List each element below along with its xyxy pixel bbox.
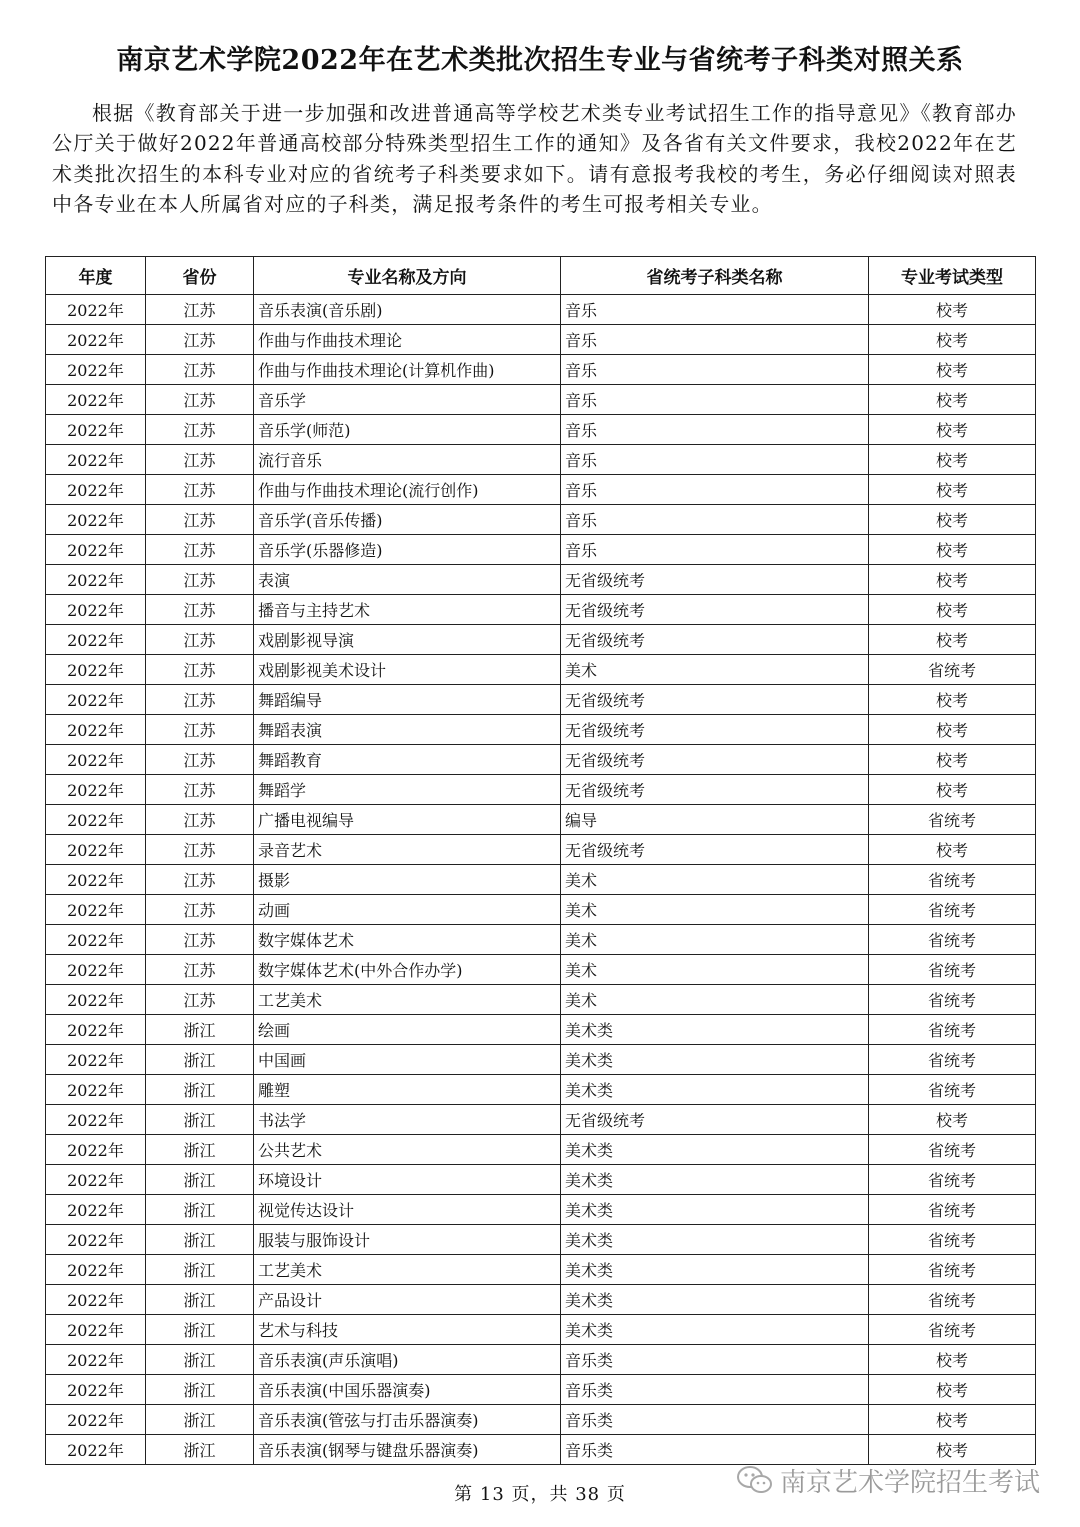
cell-major: 舞蹈学 — [254, 775, 561, 805]
table-row — [46, 1015, 1036, 1045]
cell-major: 作曲与作曲技术理论(计算机作曲) — [254, 355, 561, 385]
cell-year: 2022年 — [46, 835, 146, 865]
cell-major: 音乐表演(管弦与打击乐器演奏) — [254, 1405, 561, 1435]
cell-year: 2022年 — [46, 505, 146, 535]
cell-exam-type: 校考 — [869, 1405, 1036, 1435]
cell-province: 浙江 — [146, 1135, 254, 1165]
table-row — [46, 475, 1036, 505]
cell-province: 江苏 — [146, 805, 254, 835]
cell-exam-type: 省统考 — [869, 1285, 1036, 1315]
cell-year: 2022年 — [46, 955, 146, 985]
cell-subject-category: 音乐 — [561, 415, 869, 445]
cell-year: 2022年 — [46, 1165, 146, 1195]
cell-major: 音乐学(乐器修造) — [254, 535, 561, 565]
table-row — [46, 745, 1036, 775]
table-row — [46, 1375, 1036, 1405]
cell-year: 2022年 — [46, 295, 146, 325]
cell-subject-category: 音乐 — [561, 445, 869, 475]
cell-exam-type: 校考 — [869, 295, 1036, 325]
table-row — [46, 445, 1036, 475]
cell-year: 2022年 — [46, 655, 146, 685]
cell-province: 浙江 — [146, 1435, 254, 1465]
table-row — [46, 1285, 1036, 1315]
major-subject-table — [45, 256, 1036, 1465]
table-row — [46, 1135, 1036, 1165]
cell-province: 江苏 — [146, 865, 254, 895]
cell-exam-type: 校考 — [869, 625, 1036, 655]
cell-subject-category: 无省级统考 — [561, 775, 869, 805]
cell-subject-category: 无省级统考 — [561, 745, 869, 775]
cell-exam-type: 省统考 — [869, 1135, 1036, 1165]
cell-major: 戏剧影视导演 — [254, 625, 561, 655]
cell-province: 浙江 — [146, 1285, 254, 1315]
cell-year: 2022年 — [46, 925, 146, 955]
cell-province: 浙江 — [146, 1075, 254, 1105]
cell-subject-category: 美术类 — [561, 1165, 869, 1195]
table-row — [46, 325, 1036, 355]
cell-major: 艺术与科技 — [254, 1315, 561, 1345]
table-row — [46, 535, 1036, 565]
cell-major: 播音与主持艺术 — [254, 595, 561, 625]
cell-province: 浙江 — [146, 1315, 254, 1345]
cell-province: 浙江 — [146, 1165, 254, 1195]
cell-major: 表演 — [254, 565, 561, 595]
cell-subject-category: 音乐类 — [561, 1375, 869, 1405]
cell-exam-type: 省统考 — [869, 1165, 1036, 1195]
document-title: 南京艺术学院2022年在艺术类批次招生专业与省统考子科类对照关系 — [116, 45, 964, 76]
cell-province: 浙江 — [146, 1045, 254, 1075]
cell-year: 2022年 — [46, 1225, 146, 1255]
cell-major: 舞蹈表演 — [254, 715, 561, 745]
header-exam-type: 专业考试类型 — [869, 257, 1036, 295]
cell-subject-category: 美术 — [561, 985, 869, 1015]
cell-subject-category: 美术类 — [561, 1255, 869, 1285]
cell-major: 产品设计 — [254, 1285, 561, 1315]
cell-year: 2022年 — [46, 1375, 146, 1405]
cell-subject-category: 音乐 — [561, 505, 869, 535]
cell-subject-category: 音乐 — [561, 295, 869, 325]
cell-year: 2022年 — [46, 1105, 146, 1135]
cell-subject-category: 无省级统考 — [561, 1105, 869, 1135]
cell-subject-category: 无省级统考 — [561, 685, 869, 715]
cell-year: 2022年 — [46, 895, 146, 925]
cell-year: 2022年 — [46, 475, 146, 505]
cell-major: 雕塑 — [254, 1075, 561, 1105]
cell-exam-type: 省统考 — [869, 1225, 1036, 1255]
cell-year: 2022年 — [46, 985, 146, 1015]
cell-major: 工艺美术 — [254, 985, 561, 1015]
table-row — [46, 625, 1036, 655]
cell-year: 2022年 — [46, 865, 146, 895]
cell-subject-category: 美术 — [561, 925, 869, 955]
cell-subject-category: 美术 — [561, 865, 869, 895]
cell-major: 公共艺术 — [254, 1135, 561, 1165]
cell-province: 江苏 — [146, 565, 254, 595]
cell-province: 江苏 — [146, 385, 254, 415]
cell-province: 江苏 — [146, 625, 254, 655]
cell-year: 2022年 — [46, 1015, 146, 1045]
cell-exam-type: 校考 — [869, 415, 1036, 445]
cell-exam-type: 省统考 — [869, 1075, 1036, 1105]
header-year: 年度 — [46, 257, 146, 295]
page-number: 第 13 页，共 38 页 — [454, 1484, 626, 1505]
cell-major: 舞蹈教育 — [254, 745, 561, 775]
cell-major: 舞蹈编导 — [254, 685, 561, 715]
cell-year: 2022年 — [46, 595, 146, 625]
cell-province: 浙江 — [146, 1405, 254, 1435]
cell-province: 江苏 — [146, 835, 254, 865]
cell-subject-category: 美术类 — [561, 1315, 869, 1345]
cell-year: 2022年 — [46, 685, 146, 715]
table-row — [46, 295, 1036, 325]
cell-major: 数字媒体艺术 — [254, 925, 561, 955]
table-row — [46, 1165, 1036, 1195]
cell-province: 浙江 — [146, 1105, 254, 1135]
cell-year: 2022年 — [46, 415, 146, 445]
cell-year: 2022年 — [46, 1255, 146, 1285]
watermark-text: 南京艺术学院招生考试 — [780, 1467, 1041, 1498]
cell-year: 2022年 — [46, 535, 146, 565]
cell-exam-type: 校考 — [869, 445, 1036, 475]
cell-exam-type: 省统考 — [869, 955, 1036, 985]
table-row — [46, 835, 1036, 865]
cell-province: 江苏 — [146, 325, 254, 355]
cell-subject-category: 无省级统考 — [561, 715, 869, 745]
cell-year: 2022年 — [46, 1285, 146, 1315]
cell-major: 工艺美术 — [254, 1255, 561, 1285]
cell-major: 音乐表演(中国乐器演奏) — [254, 1375, 561, 1405]
cell-province: 浙江 — [146, 1375, 254, 1405]
cell-province: 江苏 — [146, 505, 254, 535]
wechat-icon — [736, 1464, 774, 1496]
cell-exam-type: 省统考 — [869, 1045, 1036, 1075]
cell-province: 江苏 — [146, 475, 254, 505]
table-row — [46, 865, 1036, 895]
cell-exam-type: 省统考 — [869, 1315, 1036, 1345]
header-major: 专业名称及方向 — [254, 257, 561, 295]
cell-major: 音乐学(师范) — [254, 415, 561, 445]
table-row — [46, 1075, 1036, 1105]
cell-exam-type: 校考 — [869, 685, 1036, 715]
cell-major: 音乐表演(钢琴与键盘乐器演奏) — [254, 1435, 561, 1465]
header-subject-category: 省统考子科类名称 — [561, 257, 869, 295]
cell-subject-category: 美术 — [561, 895, 869, 925]
cell-subject-category: 美术类 — [561, 1075, 869, 1105]
cell-subject-category: 音乐 — [561, 385, 869, 415]
cell-province: 浙江 — [146, 1195, 254, 1225]
cell-subject-category: 编导 — [561, 805, 869, 835]
cell-province: 江苏 — [146, 775, 254, 805]
cell-major: 环境设计 — [254, 1165, 561, 1195]
cell-major: 流行音乐 — [254, 445, 561, 475]
cell-subject-category: 音乐类 — [561, 1405, 869, 1435]
cell-year: 2022年 — [46, 1045, 146, 1075]
table-row — [46, 805, 1036, 835]
cell-exam-type: 省统考 — [869, 655, 1036, 685]
cell-province: 江苏 — [146, 595, 254, 625]
cell-province: 江苏 — [146, 535, 254, 565]
cell-exam-type: 校考 — [869, 715, 1036, 745]
table-row — [46, 1345, 1036, 1375]
cell-exam-type: 校考 — [869, 595, 1036, 625]
cell-major: 数字媒体艺术(中外合作办学) — [254, 955, 561, 985]
cell-subject-category: 音乐 — [561, 475, 869, 505]
table-row — [46, 1225, 1036, 1255]
cell-subject-category: 美术类 — [561, 1195, 869, 1225]
cell-exam-type: 校考 — [869, 385, 1036, 415]
table-row — [46, 655, 1036, 685]
table-row — [46, 1255, 1036, 1285]
cell-year: 2022年 — [46, 1075, 146, 1105]
table-row — [46, 895, 1036, 925]
cell-province: 江苏 — [146, 985, 254, 1015]
cell-province: 江苏 — [146, 895, 254, 925]
cell-subject-category: 美术类 — [561, 1015, 869, 1045]
table-row — [46, 775, 1036, 805]
cell-province: 江苏 — [146, 745, 254, 775]
cell-major: 音乐学(音乐传播) — [254, 505, 561, 535]
cell-year: 2022年 — [46, 1195, 146, 1225]
cell-major: 戏剧影视美术设计 — [254, 655, 561, 685]
cell-exam-type: 校考 — [869, 475, 1036, 505]
cell-exam-type: 校考 — [869, 355, 1036, 385]
table-row — [46, 685, 1036, 715]
header-province: 省份 — [146, 257, 254, 295]
cell-year: 2022年 — [46, 1315, 146, 1345]
cell-year: 2022年 — [46, 1345, 146, 1375]
table-row — [46, 505, 1036, 535]
table-row — [46, 595, 1036, 625]
cell-year: 2022年 — [46, 625, 146, 655]
table-row — [46, 1045, 1036, 1075]
table-row — [46, 1195, 1036, 1225]
table-row — [46, 565, 1036, 595]
cell-major: 摄影 — [254, 865, 561, 895]
cell-province: 江苏 — [146, 445, 254, 475]
cell-year: 2022年 — [46, 805, 146, 835]
cell-province: 浙江 — [146, 1225, 254, 1255]
cell-subject-category: 美术 — [561, 655, 869, 685]
cell-subject-category: 无省级统考 — [561, 835, 869, 865]
cell-year: 2022年 — [46, 445, 146, 475]
cell-exam-type: 校考 — [869, 835, 1036, 865]
cell-major: 视觉传达设计 — [254, 1195, 561, 1225]
cell-province: 江苏 — [146, 295, 254, 325]
cell-province: 江苏 — [146, 355, 254, 385]
cell-subject-category: 音乐 — [561, 535, 869, 565]
cell-year: 2022年 — [46, 355, 146, 385]
cell-subject-category: 无省级统考 — [561, 565, 869, 595]
table-row — [46, 925, 1036, 955]
cell-year: 2022年 — [46, 325, 146, 355]
cell-province: 江苏 — [146, 655, 254, 685]
cell-exam-type: 校考 — [869, 325, 1036, 355]
cell-subject-category: 音乐 — [561, 325, 869, 355]
cell-subject-category: 美术类 — [561, 1045, 869, 1075]
cell-province: 浙江 — [146, 1345, 254, 1375]
cell-major: 书法学 — [254, 1105, 561, 1135]
table-row — [46, 715, 1036, 745]
cell-exam-type: 省统考 — [869, 1195, 1036, 1225]
cell-subject-category: 美术类 — [561, 1285, 869, 1315]
cell-major: 中国画 — [254, 1045, 561, 1075]
cell-exam-type: 校考 — [869, 1105, 1036, 1135]
cell-year: 2022年 — [46, 565, 146, 595]
cell-major: 作曲与作曲技术理论(流行创作) — [254, 475, 561, 505]
cell-subject-category: 音乐类 — [561, 1435, 869, 1465]
table-row — [46, 355, 1036, 385]
cell-exam-type: 校考 — [869, 1345, 1036, 1375]
cell-exam-type: 校考 — [869, 745, 1036, 775]
cell-exam-type: 校考 — [869, 1435, 1036, 1465]
cell-year: 2022年 — [46, 1405, 146, 1435]
cell-major: 音乐学 — [254, 385, 561, 415]
cell-subject-category: 美术类 — [561, 1225, 869, 1255]
cell-province: 江苏 — [146, 955, 254, 985]
cell-exam-type: 省统考 — [869, 805, 1036, 835]
cell-major: 音乐表演(音乐剧) — [254, 295, 561, 325]
cell-exam-type: 省统考 — [869, 1255, 1036, 1285]
cell-exam-type: 省统考 — [869, 985, 1036, 1015]
cell-major: 录音艺术 — [254, 835, 561, 865]
table-row — [46, 1105, 1036, 1135]
cell-major: 作曲与作曲技术理论 — [254, 325, 561, 355]
cell-exam-type: 省统考 — [869, 1015, 1036, 1045]
cell-major: 服装与服饰设计 — [254, 1225, 561, 1255]
cell-province: 江苏 — [146, 685, 254, 715]
table-row — [46, 385, 1036, 415]
table-header-row — [46, 257, 1036, 295]
table-row — [46, 415, 1036, 445]
cell-year: 2022年 — [46, 1135, 146, 1165]
cell-exam-type: 校考 — [869, 1375, 1036, 1405]
cell-major: 广播电视编导 — [254, 805, 561, 835]
cell-major: 音乐表演(声乐演唱) — [254, 1345, 561, 1375]
cell-subject-category: 美术类 — [561, 1135, 869, 1165]
cell-year: 2022年 — [46, 775, 146, 805]
cell-exam-type: 校考 — [869, 505, 1036, 535]
watermark — [736, 1460, 1040, 1500]
cell-exam-type: 校考 — [869, 775, 1036, 805]
cell-exam-type: 省统考 — [869, 925, 1036, 955]
table-row — [46, 985, 1036, 1015]
table-row — [46, 1315, 1036, 1345]
cell-subject-category: 音乐类 — [561, 1345, 869, 1375]
cell-subject-category: 音乐 — [561, 355, 869, 385]
cell-exam-type: 省统考 — [869, 895, 1036, 925]
cell-province: 江苏 — [146, 715, 254, 745]
cell-province: 浙江 — [146, 1255, 254, 1285]
cell-province: 江苏 — [146, 415, 254, 445]
cell-year: 2022年 — [46, 745, 146, 775]
cell-subject-category: 无省级统考 — [561, 625, 869, 655]
cell-exam-type: 校考 — [869, 535, 1036, 565]
cell-subject-category: 美术 — [561, 955, 869, 985]
cell-province: 浙江 — [146, 1015, 254, 1045]
cell-subject-category: 无省级统考 — [561, 595, 869, 625]
cell-major: 绘画 — [254, 1015, 561, 1045]
cell-year: 2022年 — [46, 715, 146, 745]
table-row — [46, 1405, 1036, 1435]
cell-year: 2022年 — [46, 385, 146, 415]
cell-major: 动画 — [254, 895, 561, 925]
cell-province: 江苏 — [146, 925, 254, 955]
cell-exam-type: 省统考 — [869, 865, 1036, 895]
cell-year: 2022年 — [46, 1435, 146, 1465]
cell-exam-type: 校考 — [869, 565, 1036, 595]
table-row — [46, 955, 1036, 985]
intro-paragraph: 根据《教育部关于进一步加强和改进普通高等学校艺术类专业考试招生工作的指导意见》《教育部办公厅关于做好2022年普通高校部分特殊类型招生工作的通知》及各省有关文件要求，我校2022年在艺术类批次招生的本科专业对应的省统考子科类要求如下。请有意报考我校的考生，务必仔细阅读对照表中各专业在本人所属省对应的子科类，满足报考条件的考生可报考相关专业。 — [52, 101, 1017, 217]
